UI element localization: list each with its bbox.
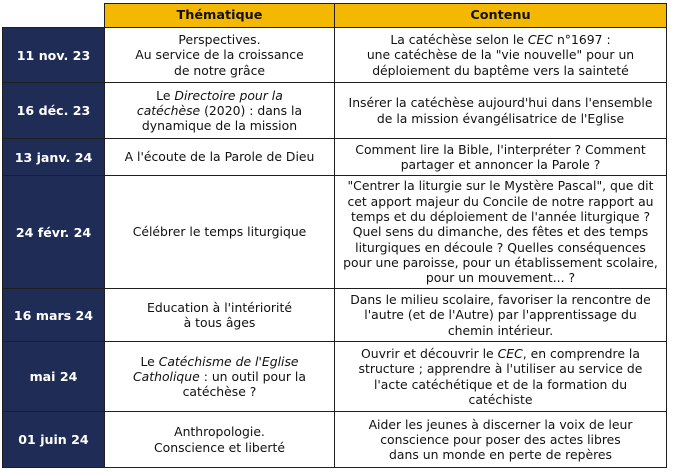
theme-line: A l'écoute de la Parole de Dieu bbox=[124, 149, 315, 165]
theme-line: Anthropologie. bbox=[174, 424, 265, 440]
content-line: partager et annoncer la Parole ? bbox=[400, 157, 601, 172]
theme-line: de notre grâce bbox=[173, 62, 266, 78]
content-cell bbox=[335, 28, 667, 83]
date-cell: 01 juin 24 bbox=[3, 412, 105, 468]
date-cell: 24 févr. 24 bbox=[3, 176, 105, 289]
theme-line: Célébrer le temps liturgique bbox=[132, 224, 307, 240]
theme-cell bbox=[105, 342, 335, 412]
header-row bbox=[3, 4, 667, 28]
theme-line: catéchèse ? bbox=[182, 384, 257, 400]
theme-line: Au service de la croissance bbox=[135, 47, 304, 63]
theme-italic: catéchèse bbox=[136, 102, 201, 118]
content-text: n°1697 : bbox=[553, 32, 611, 48]
content-line: conscience pour poser des actes libres bbox=[380, 431, 621, 447]
theme-cell bbox=[105, 139, 335, 176]
table-row bbox=[3, 342, 667, 412]
date-cell: 11 nov. 23 bbox=[3, 28, 105, 83]
content-line: l'acte catéchétique et de la formation du bbox=[373, 376, 628, 392]
content-line: Quel sens du dimanche, des fêtes et des temps bbox=[352, 224, 649, 240]
schedule-table bbox=[2, 3, 667, 468]
content-line: "Centrer la liturgie sur le Mystère Pascal", que dit bbox=[347, 178, 654, 194]
content-italic: CEC bbox=[527, 32, 554, 48]
theme-line: Conscience et liberté bbox=[153, 439, 285, 455]
content-line: structure ; apprendre à l'utiliser au service de bbox=[358, 361, 643, 377]
content-line: temps et du déploiement de l'année liturgique ? bbox=[350, 209, 651, 225]
content-cell bbox=[335, 139, 667, 176]
content-cell bbox=[335, 289, 667, 342]
content-line: Aider les jeunes à discerner la voix de leur bbox=[368, 416, 633, 432]
header-corner-cell bbox=[3, 4, 105, 28]
date-cell: 16 déc. 23 bbox=[3, 83, 105, 139]
theme-text: (2020) : dans la bbox=[200, 102, 303, 118]
theme-text: : un outil pour la bbox=[199, 368, 306, 384]
content-text: , en comprendre la bbox=[522, 345, 640, 361]
theme-cell bbox=[105, 176, 335, 289]
content-line: cet apport majeur du Concile de notre rapport au bbox=[347, 193, 654, 209]
table-row bbox=[3, 289, 667, 342]
content-line: de la mission évangélisatrice de l'Eglise bbox=[376, 110, 625, 126]
date-cell: 16 mars 24 bbox=[3, 289, 105, 342]
content-cell bbox=[335, 176, 667, 289]
content-line: pour une paroisse, pour un établissement scolaire, bbox=[343, 254, 658, 270]
content-cell bbox=[335, 83, 667, 139]
date-cell: mai 24 bbox=[3, 342, 105, 412]
theme-italic: Catholique bbox=[133, 368, 200, 384]
table-row bbox=[3, 83, 667, 139]
theme-cell bbox=[105, 83, 335, 139]
content-line: une catéchèse de la "vie nouvelle" pour un bbox=[366, 47, 635, 63]
date-cell: 13 janv. 24 bbox=[3, 139, 105, 176]
theme-text: Le bbox=[156, 87, 175, 103]
theme-line: Perspectives. bbox=[178, 32, 261, 48]
content-line: l'autre (et de l'Autre) par l'apprentissage du bbox=[364, 307, 637, 323]
header-contenu: Contenu bbox=[335, 4, 667, 28]
content-line: catéchiste bbox=[468, 391, 533, 407]
theme-italic: Directoire pour la bbox=[174, 87, 283, 103]
content-line: dans un monde en perte de repères bbox=[389, 447, 612, 463]
theme-cell bbox=[105, 289, 335, 342]
theme-line: à tous âges bbox=[183, 315, 256, 330]
content-line: déploiement du baptême vers la sainteté bbox=[372, 62, 629, 78]
theme-cell bbox=[105, 28, 335, 83]
theme-text: Le bbox=[140, 353, 159, 369]
table-row bbox=[3, 176, 667, 289]
content-line: Comment lire la Bible, l'interpréter ? Comment bbox=[355, 141, 646, 157]
content-line: Dans le milieu scolaire, favoriser la rencontre de bbox=[350, 292, 651, 308]
content-italic: CEC bbox=[497, 345, 523, 361]
content-line: chemin intérieur. bbox=[447, 322, 554, 338]
theme-line: Education à l'intériorité bbox=[147, 299, 292, 315]
theme-line: dynamique de la mission bbox=[141, 118, 298, 134]
content-cell bbox=[335, 412, 667, 468]
theme-italic: Catéchisme de l'Eglise bbox=[158, 353, 299, 369]
content-line: liturgiques en découle ? Quelles conséquences bbox=[355, 239, 646, 255]
theme-cell bbox=[105, 412, 335, 468]
content-text: La catéchèse selon le bbox=[390, 32, 528, 48]
table-row bbox=[3, 412, 667, 468]
content-line: Insérer la catéchèse aujourd'hui dans l'ensemble bbox=[348, 95, 653, 111]
content-cell bbox=[335, 342, 667, 412]
content-text: Ouvrir et découvrir le bbox=[361, 345, 498, 361]
table-row bbox=[3, 139, 667, 176]
table-row bbox=[3, 28, 667, 83]
header-thematique: Thématique bbox=[105, 4, 335, 28]
content-line: pour un mouvement... ? bbox=[425, 270, 576, 286]
